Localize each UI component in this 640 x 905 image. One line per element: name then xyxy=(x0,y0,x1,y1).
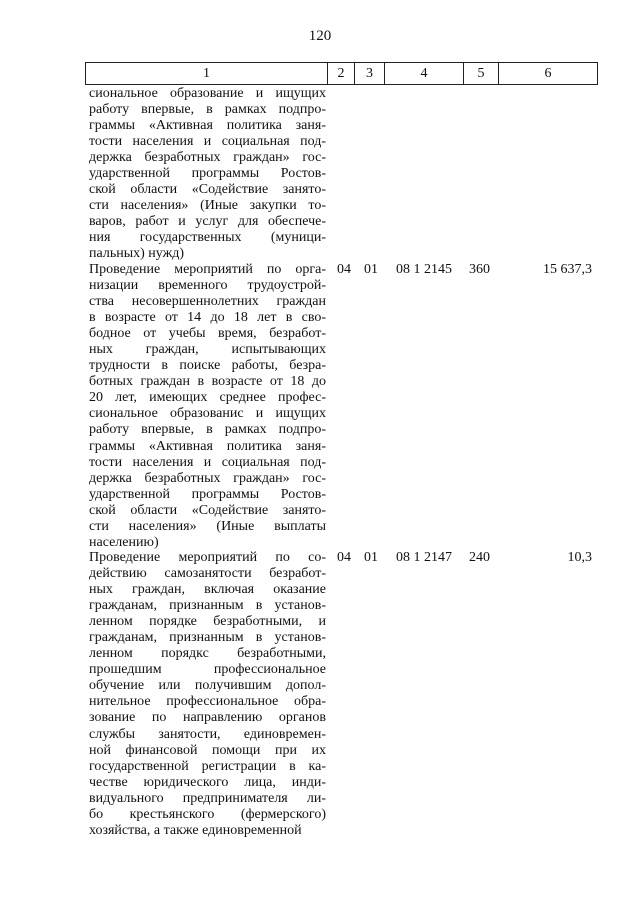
description-line: сиональное образование и ищущих xyxy=(89,86,326,101)
description-line: работу впервые, в рамках подпро- xyxy=(89,422,326,438)
description-line: граммы «Активная политика заня- xyxy=(89,118,326,134)
description-line: тости населения и социальная под- xyxy=(89,454,326,470)
row-description xyxy=(89,262,326,551)
description-line: гражданам, признанным в установ- xyxy=(89,630,326,646)
description-line: граммы «Активная политика заня- xyxy=(89,438,326,454)
description-line: бо крестьянского (фермерского) xyxy=(89,806,326,822)
column-header-4: 4 xyxy=(385,63,464,85)
cell-subsection: 01 xyxy=(364,550,378,565)
row-description xyxy=(89,550,326,839)
description-line: ной финансовой помощи при их xyxy=(89,742,326,758)
cell-section: 04 xyxy=(337,550,351,565)
cell-amount: 10,3 xyxy=(567,550,592,565)
description-line: ленном порядке безработными, и xyxy=(89,614,326,630)
cell-target-article: 08 1 2145 xyxy=(396,262,452,277)
description-line: бодное от учебы время, безработ- xyxy=(89,326,326,342)
cell-amount: 15 637,3 xyxy=(543,262,592,277)
page-number: 120 xyxy=(308,28,332,44)
description-line: Проведение мероприятий по со- xyxy=(89,550,326,565)
description-line: видуального предпринимателя ли- xyxy=(89,790,326,806)
description-line: варов, работ и услуг для обеспече- xyxy=(89,214,326,230)
description-line: ных граждан, включая оказание xyxy=(89,582,326,598)
description-line: ударственной программы Ростов- xyxy=(89,166,326,182)
description-line: ных граждан, испытывающих xyxy=(89,342,326,358)
description-line: государственной регистрации в ка- xyxy=(89,758,326,774)
description-line: гражданам, признанным в установ- xyxy=(89,598,326,614)
description-line: службы занятости, единовремен- xyxy=(89,726,326,742)
description-line: ства несовершеннолетних граждан xyxy=(89,294,326,310)
description-line: сти населения» (Иные выплаты xyxy=(89,518,326,534)
description-line: сти населения» (Иные закупки то- xyxy=(89,198,326,214)
description-line: ния государственных (муници- xyxy=(89,230,326,246)
cell-subsection: 01 xyxy=(364,262,378,277)
description-line: ботных граждан в возрасте от 18 до xyxy=(89,374,326,390)
description-line: трудности в поиске работы, безра- xyxy=(89,358,326,374)
description-line: действию самозанятости безработ- xyxy=(89,566,326,582)
column-header-table xyxy=(85,62,598,85)
cell-expense-type: 240 xyxy=(469,550,490,565)
description-line: сиональное образованис и ищущих xyxy=(89,406,326,422)
cell-section: 04 xyxy=(337,262,351,277)
column-header-row xyxy=(86,63,598,85)
description-line: в возрасте от 14 до 18 лет в сво- xyxy=(89,310,326,326)
description-line: ской области «Содействие занято- xyxy=(89,502,326,518)
description-line: держка безработных граждан» гос- xyxy=(89,470,326,486)
description-line: хозяйства, а также единовременной xyxy=(89,822,302,838)
description-line: нительное профессиональное обра- xyxy=(89,694,326,710)
column-header-5: 5 xyxy=(464,63,499,85)
column-header-3: 3 xyxy=(355,63,385,85)
description-line: ленном порядкс безработными, xyxy=(89,646,326,662)
description-line: обучение или получившим допол- xyxy=(89,678,326,694)
column-header-1: 1 xyxy=(86,63,328,85)
description-line: ской области «Содействие занято- xyxy=(89,182,326,198)
description-line: пальных) нужд) xyxy=(89,246,185,262)
description-line: работу впервые, в рамках подпро- xyxy=(89,102,326,118)
description-line: прошедшим профессиональное xyxy=(89,662,326,678)
description-line: зование по направлению органов xyxy=(89,710,326,726)
description-line: честве юридического лица, инди- xyxy=(89,774,326,790)
description-line: 20 лет, имеющих среднее профес- xyxy=(89,390,326,406)
description-line: населению) xyxy=(89,534,159,550)
column-header-2: 2 xyxy=(328,63,355,85)
description-line: низации временного трудоустрой- xyxy=(89,278,326,294)
description-line: ударственной программы Ростов- xyxy=(89,486,326,502)
description-line: Проведение мероприятий по орга- xyxy=(89,262,326,277)
description-line: держка безработных граждан» гос- xyxy=(89,150,326,166)
cell-expense-type: 360 xyxy=(469,262,490,277)
column-header-6: 6 xyxy=(499,63,598,85)
cell-target-article: 08 1 2147 xyxy=(396,550,452,565)
row-description xyxy=(89,86,326,263)
description-line: тости населения и социальная под- xyxy=(89,134,326,150)
